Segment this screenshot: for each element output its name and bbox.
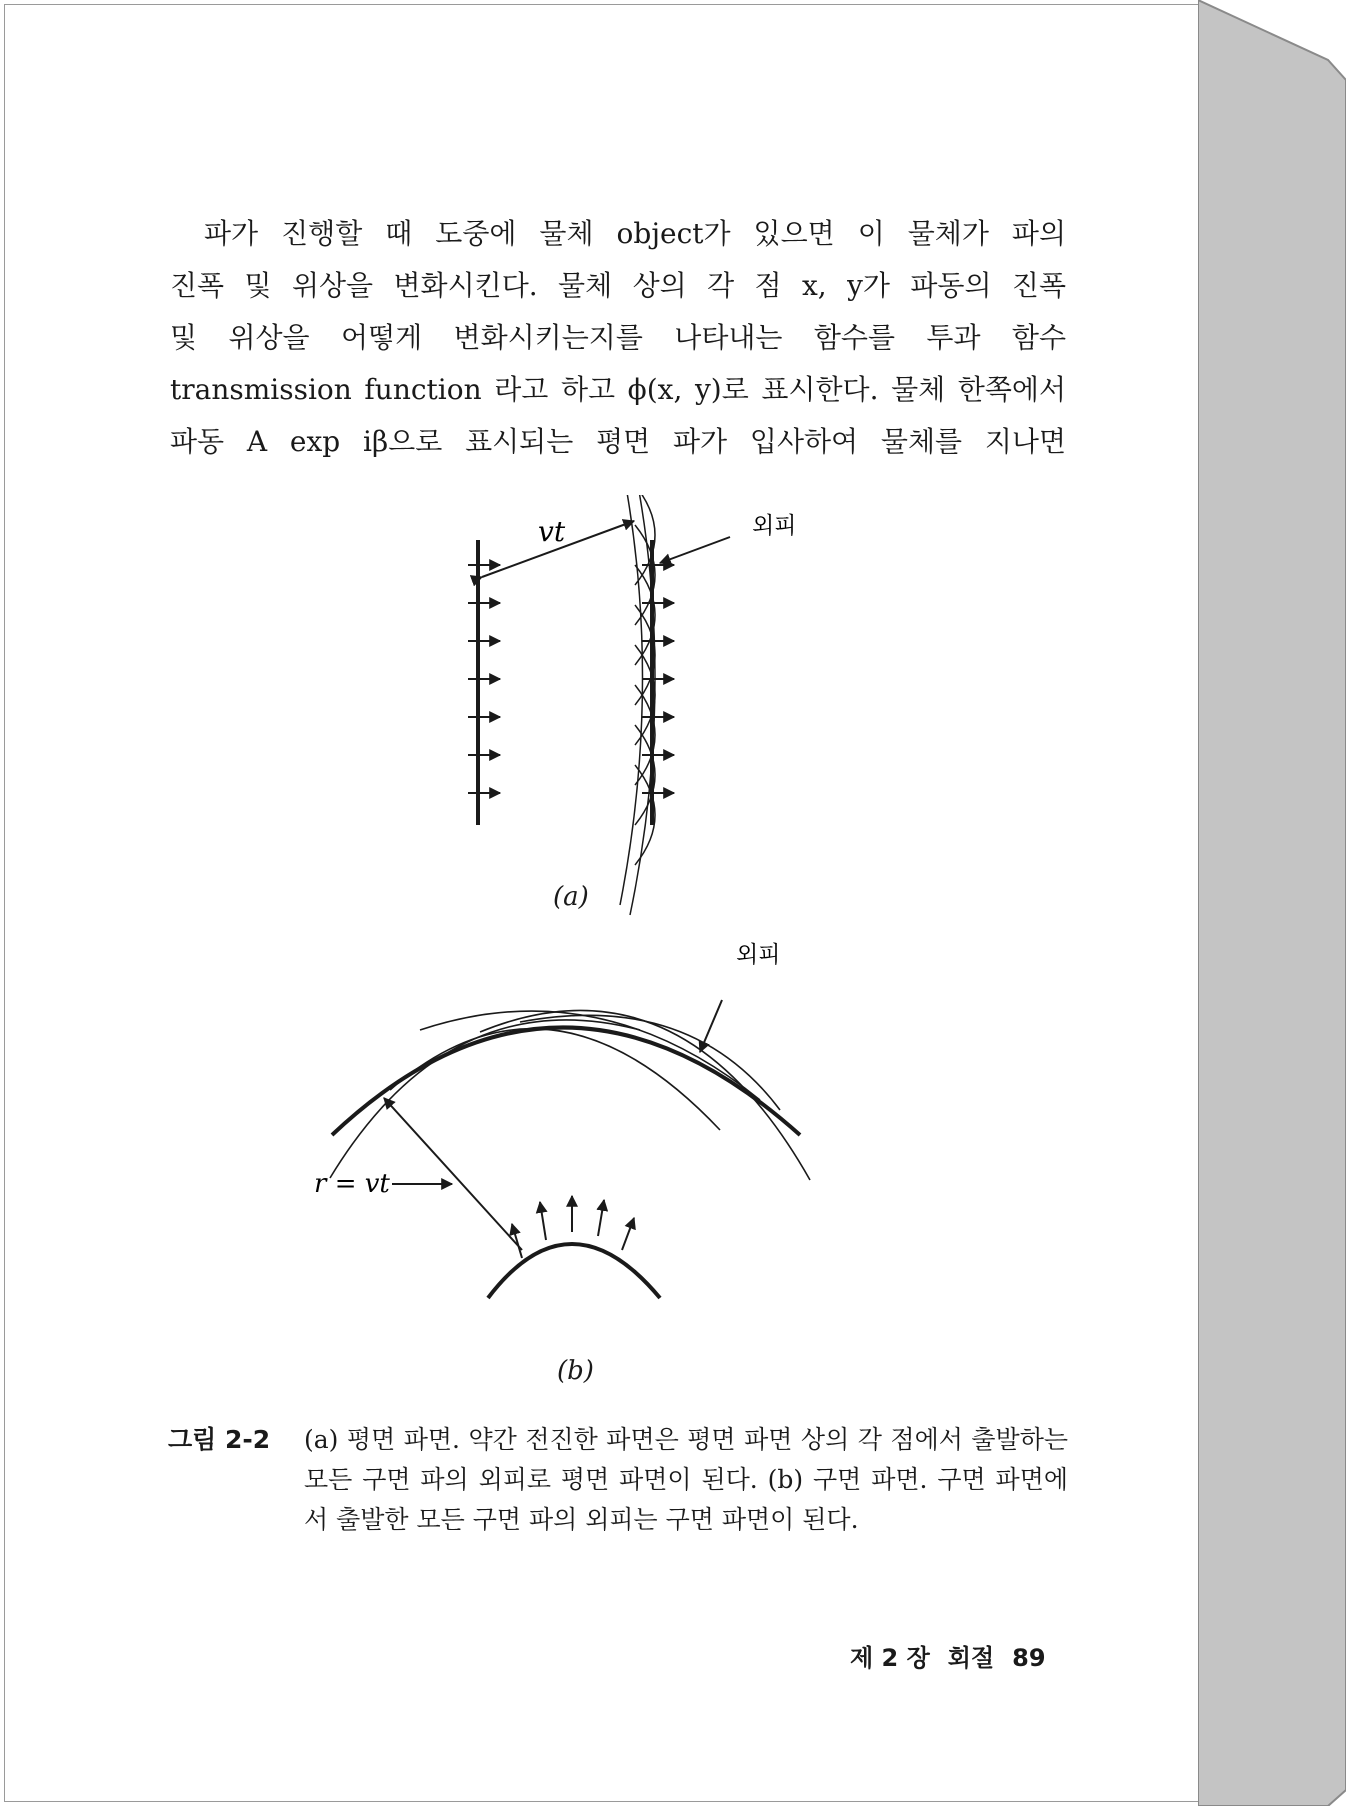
chapter-title: 회절: [947, 1644, 995, 1672]
figure-a-label: (a): [553, 882, 589, 912]
body-paragraph: [170, 208, 1066, 468]
chapter-label: 제 2 장: [850, 1644, 930, 1672]
wavelet-arrow: [598, 1200, 604, 1236]
figure-b-spherical-wavefront: [300, 940, 860, 1320]
wavelet-arrow: [540, 1202, 546, 1240]
inner-wavefront-arc: [488, 1244, 660, 1298]
wavelet-arrow: [622, 1218, 634, 1250]
figure-number: 그림 2-2: [168, 1425, 271, 1454]
figure-a-plane-wavefront: [430, 495, 830, 925]
wavelet-arrows-b: [512, 1196, 634, 1258]
wavelet-arrows-a2: [642, 565, 674, 793]
envelope-label-a: 외피: [752, 513, 797, 539]
wavelet-arcs-a: [620, 495, 655, 915]
envelope-pointer-a: [660, 537, 730, 563]
radius-label: r = vt: [314, 1169, 390, 1199]
vt-label: vt: [538, 515, 566, 548]
wavelet-arrows-a: [468, 565, 500, 793]
page-footer: [850, 1638, 1046, 1673]
paragraph-line-4: transmission function 라고 하고 ϕ(x, y)로 표시한다. 물체 한쪽에서: [170, 373, 1066, 406]
envelope-pointer-b: [700, 1000, 722, 1052]
page-edge-shadow: [1198, 0, 1346, 1806]
figure-b-label: (b): [557, 1356, 594, 1386]
paragraph-line-5: 파동 A exp iβ으로 표시되는 평면 파가 입사하여 물체를 지나면: [170, 425, 1066, 458]
caption-text: (a) 평면 파면. 약간 전진한 파면은 평면 파면 상의 각 점에서 출발하는 모든 구면 파의 외피로 평면 파면이 된다. (b) 구면 파면. 구면 파면에서 출발한 모든 구면 파의 외피는 구면 파면이 된다.: [304, 1425, 1068, 1534]
paragraph-line-2: 진폭 및 위상을 변화시킨다. 물체 상의 각 점 x, y가 파동의 진폭: [170, 269, 1066, 302]
radius-arrow: [384, 1098, 522, 1250]
envelope-label-b: 외피: [736, 942, 781, 968]
paragraph-line-3: 및 위상을 어떻게 변화시키는지를 나타내는 함수를 투과 함수: [170, 321, 1066, 354]
page-number: 89: [1012, 1644, 1046, 1672]
paragraph-line-1: 파가 진행할 때 도중에 물체 object가 있으면 이 물체가 파의: [204, 217, 1066, 250]
